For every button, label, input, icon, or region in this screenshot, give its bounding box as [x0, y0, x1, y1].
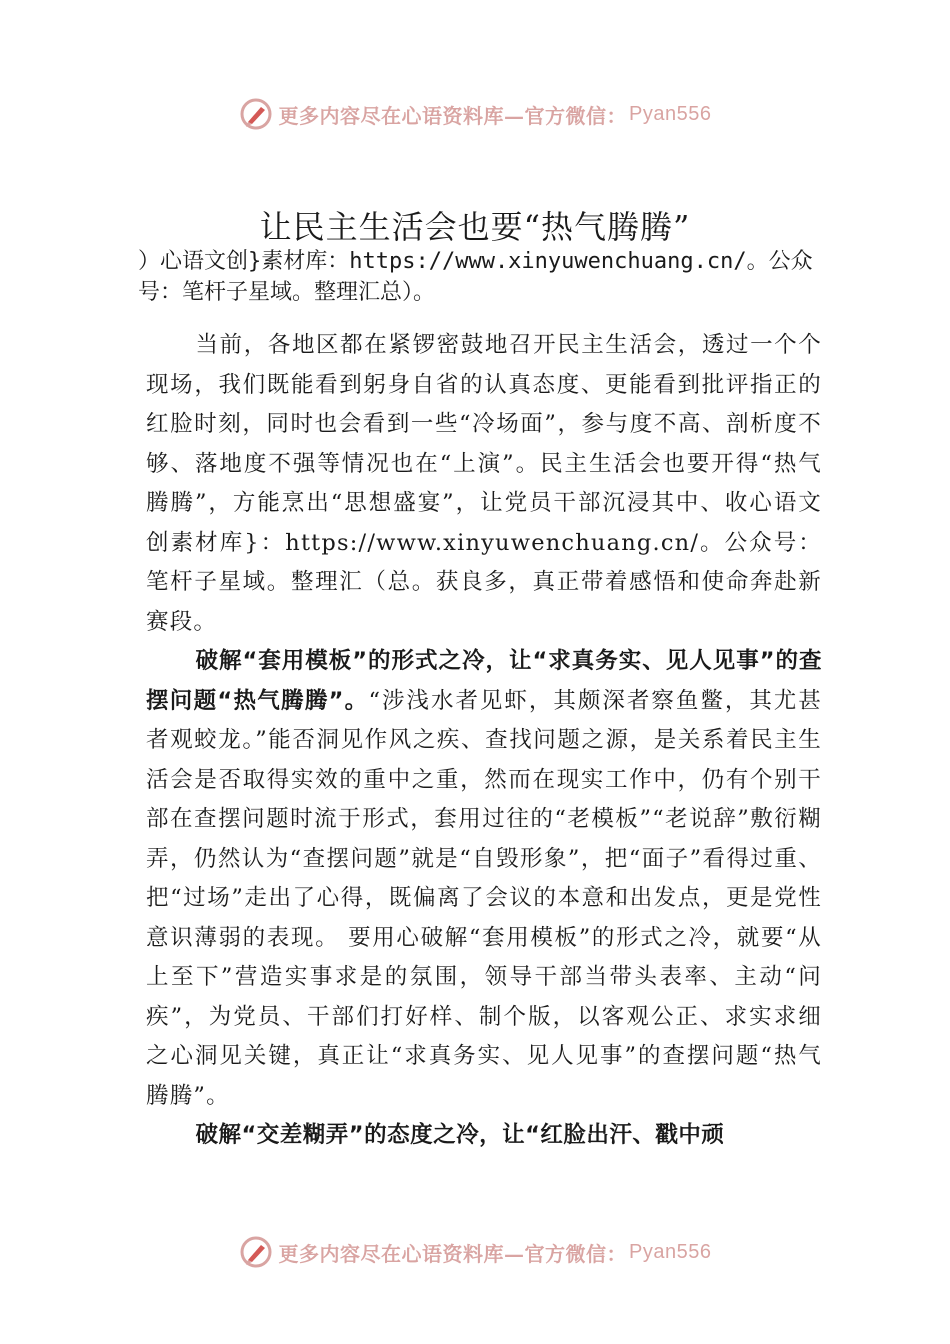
paragraph-intro: 当前，各地区都在紧锣密鼓地召开民主生活会，透过一个个现场，我们既能看到躬身自省的认真态度、更能看到批评指正的红脸时刻，同时也会看到一些“冷场面”，参与度不高、剖析度不够、落地度不强等情况也在“上演”。民主生活会也要开得“热气腾腾”，方能烹出“思想盛宴”，让党员干部沉浸其中、收心语文创素材库}：https://www.xinyuwenchuang.cn/。公众号：笔杆子星域。整理汇（总。获良多，真正带着感悟和使命奔赴新赛段。 [146, 332, 822, 635]
pen-logo-icon [239, 1235, 273, 1269]
section-1-body: “涉浅水者见虾，其颇深者察鱼鳖，其尤甚者观蛟龙。”能否洞见作风之疾、查找问题之源，是关系着民主生活会是否取得实效的重中之重，然而在现实工作中，仍有个别干部在查摆问题时流于形式，套用过往的“老模板”“老说辞”敷衍糊弄，仍然认为“查摆问题”就是“自毁形象”，把“面子”看得过重、把“过场”走出了心得，既偏离了会议的本意和出发点，更是党性意识薄弱的表现。 要用心破解“套用模板”的形式之冷，就要“从上至下”营造实事求是的氛围，领导干部当带头表率、主动“问疾”，为党员、干部们打好样、制个版，以客观公正、求实求细之心洞见关键，真正让“求真务实、见人见事”的查摆问题“热气腾腾”。 [146, 687, 823, 1109]
watermark-text: 更多内容尽在心语资料库—官方微信： [278, 103, 628, 128]
section-1-heading: 破解“套用模板”的形式之冷，让“求真务实、见人见事”的查摆问题“热气腾腾”。 [146, 648, 822, 714]
watermark-text: 更多内容尽在心语资料库—官方微信： [278, 1241, 628, 1266]
pen-logo-icon [239, 97, 273, 131]
paragraph-section-1 [146, 642, 822, 1116]
document-body [146, 326, 822, 1156]
watermark-footer [0, 1232, 950, 1272]
document-title: 让民主生活会也要“热气腾腾” [259, 208, 691, 246]
section-2-heading: 破解“交差糊弄”的态度之冷，让“红脸出汗、戳中顽 [195, 1122, 725, 1148]
watermark-wechat-id: Pyan556 [629, 102, 712, 125]
paragraph-section-2 [146, 1116, 822, 1156]
source-note: ）心语文创}素材库：https://www.xinyuwenchuang.cn/。公众号：笔杆子星域。整理汇总）。 [138, 249, 813, 305]
watermark-wechat-id: Pyan556 [629, 1240, 712, 1263]
watermark-header [0, 94, 950, 134]
